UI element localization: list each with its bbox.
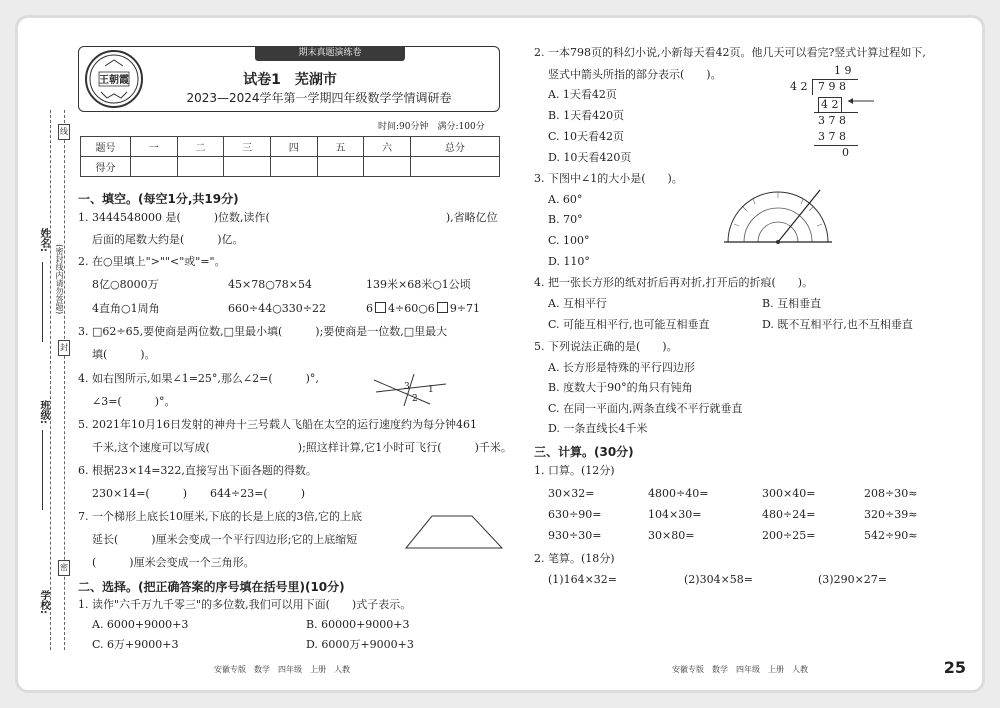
score-input-cell[interactable] [364, 157, 411, 177]
question-text: 5. 下列说法正确的是( )。 [534, 340, 678, 353]
oral-problem: 300×40= [762, 487, 816, 500]
angle-figure [370, 372, 450, 408]
table-cell: 六 [364, 137, 411, 157]
option-d[interactable]: D. 既不互相平行,也不互相垂直 [762, 318, 913, 331]
option-b[interactable]: B. 互相垂直 [762, 297, 822, 310]
score-table-header-row [81, 137, 500, 157]
protractor-figure [722, 188, 834, 250]
binding-note: (密封线内请勿答题) [55, 244, 64, 315]
score-table-score-row [81, 157, 500, 177]
division-step: 3 7 8 [818, 114, 846, 127]
subsection-title: 1. 口算。(12分) [534, 464, 615, 477]
division-bracket [812, 79, 813, 95]
compare-part: 4÷60○6 [388, 302, 435, 315]
score-input-cell[interactable] [270, 157, 317, 177]
written-problem: (2)304×58= [684, 573, 754, 586]
class-line [42, 430, 43, 510]
oral-problem: 542÷90≈ [864, 529, 918, 542]
logo-text: 王朝霞 [99, 75, 129, 86]
question-text: 5. 2021年10月16日发射的神舟十三号载人飞船在太空的运行速度约为每分钟461 [78, 418, 477, 431]
option-b[interactable]: B. 60000+9000+3 [306, 618, 410, 631]
table-cell: 题号 [81, 137, 131, 157]
score-input-cell[interactable] [131, 157, 178, 177]
question-text: 4. 把一张长方形的纸对折后再对折,打开后的折痕( )。 [534, 276, 814, 289]
oral-problem: 104×30= [648, 508, 702, 521]
division-dividend: 7 9 8 [818, 80, 846, 93]
option-d[interactable]: D. 一条直线长4千米 [548, 422, 648, 435]
score-input-cell[interactable] [177, 157, 224, 177]
question-text: 千米,这个速度可以写成( );照这样计算,它1小时可飞行( )千米。 [92, 441, 512, 454]
option-d[interactable]: D. 110° [548, 255, 590, 268]
option-c[interactable]: C. 10天看42页 [548, 130, 625, 143]
option-a[interactable]: A. 60° [548, 193, 583, 206]
blank-box[interactable] [437, 302, 448, 313]
option-c[interactable]: C. 可能互相平行,也可能互相垂直 [548, 318, 710, 331]
option-b[interactable]: B. 70° [548, 213, 583, 226]
written-problem: (1)164×32= [548, 573, 618, 586]
exam-title: 试卷1 芜湖市 [243, 72, 337, 88]
option-a[interactable]: A. 6000+9000+3 [92, 618, 189, 631]
question-text: 1. 3444548000 是( )位数,读作( ),省略亿位 [78, 211, 498, 224]
option-c[interactable]: C. 6万+9000+3 [92, 638, 179, 651]
score-input-cell[interactable] [317, 157, 364, 177]
arrow-left-icon [846, 96, 876, 106]
division-line [814, 112, 858, 113]
table-cell: 总分 [410, 137, 499, 157]
footer-right: 安徽专版 数学 四年级 上册 人教 [672, 665, 808, 674]
binding-line-outer [50, 110, 51, 650]
section-title-fill-in: 一、填空。(每空1分,共19分) [78, 192, 239, 206]
question-text: ∠3=( )°。 [92, 395, 176, 408]
oral-problem: 630÷90= [548, 508, 602, 521]
exam-subtitle: 2023—2024学年第一学期四年级数学学情调研卷 [186, 91, 452, 105]
oral-problem: 930÷30= [548, 529, 602, 542]
name-line [42, 262, 43, 342]
option-a[interactable]: A. 1天看42页 [548, 88, 617, 101]
angle-label: 3 [404, 382, 410, 392]
question-text: 2. 一本798页的科幻小说,小新每天看42页。他几天可以看完?竖式计算过程如下, [534, 46, 926, 59]
option-d[interactable]: D. 10天看420页 [548, 151, 632, 164]
option-c[interactable]: C. 在同一平面内,两条直线不平行就垂直 [548, 402, 743, 415]
school-label: 学校: [38, 590, 49, 614]
compare-item: 660÷44○330÷22 [228, 302, 327, 315]
option-c[interactable]: C. 100° [548, 234, 590, 247]
compare-item: 45×78○78×54 [228, 278, 313, 291]
page-number: 25 [943, 658, 966, 677]
oral-problem: 480÷24= [762, 508, 816, 521]
exam-time-info: 时间:90分钟 满分:100分 [378, 122, 485, 132]
question-text: 填( )。 [92, 348, 156, 361]
long-division [790, 64, 860, 160]
table-cell: 五 [317, 137, 364, 157]
option-a[interactable]: A. 互相平行 [548, 297, 607, 310]
written-problem: (3)290×27= [818, 573, 888, 586]
table-cell: 得分 [81, 157, 131, 177]
seal-mark: 密 [58, 560, 70, 576]
division-remainder: 0 [842, 146, 849, 159]
name-label: 姓名: [38, 228, 49, 252]
question-text: 延长( )厘米会变成一个平行四边形;它的上底缩短 [92, 533, 358, 546]
seal-mark: 线 [58, 124, 70, 140]
angle-label: 2 [412, 394, 418, 404]
compare-part: 9÷71 [449, 302, 481, 315]
division-step: 3 7 8 [818, 130, 846, 143]
score-table [80, 136, 500, 177]
compare-item: 8亿○8000万 [92, 278, 159, 291]
compare-item: 4直角○1周角 [92, 302, 160, 315]
question-text: 4. 如右图所示,如果∠1=25°,那么∠2=( )°, [78, 372, 319, 385]
section-title-calculation: 三、计算。(30分) [534, 445, 634, 459]
score-input-cell[interactable] [410, 157, 499, 177]
table-cell: 二 [177, 137, 224, 157]
question-text: 644÷23=( ) [210, 487, 306, 500]
compare-item [366, 302, 480, 316]
oral-problem: 208÷30≈ [864, 487, 918, 500]
question-text: 竖式中箭头所指的部分表示( )。 [548, 68, 722, 81]
division-line [814, 145, 858, 146]
trapezoid-figure [402, 510, 506, 552]
question-text: 230×14=( ) [92, 487, 188, 500]
footer-left: 安徽专版 数学 四年级 上册 人教 [214, 665, 350, 674]
seal-mark: 封 [58, 340, 70, 356]
header-banner: 期末真题演练卷 [255, 46, 405, 61]
oral-problem: 200÷25= [762, 529, 816, 542]
question-text: 3. 下图中∠1的大小是( )。 [534, 172, 683, 185]
division-quotient: 1 9 [834, 64, 852, 77]
section-title-choice: 二、选择。(把正确答案的序号填在括号里)(10分) [78, 580, 345, 594]
table-cell: 三 [224, 137, 271, 157]
question-text: 7. 一个梯形上底长10厘米,下底的长是上底的3倍,它的上底 [78, 510, 362, 523]
option-b[interactable]: B. 度数大于90°的角只有钝角 [548, 381, 693, 394]
question-text: 3. □62÷65,要使商是两位数,□里最小填( );要使商是一位数,□里最大 [78, 325, 448, 338]
division-divisor: 4 2 [790, 80, 808, 93]
class-label: 班级: [38, 400, 49, 424]
table-cell: 四 [270, 137, 317, 157]
oral-problem: 30×80= [648, 529, 695, 542]
question-text: 1. 读作"六千万九千零三"的多位数,我们可以用下面( )式子表示。 [78, 598, 412, 611]
blank-box[interactable] [375, 302, 386, 313]
division-highlight: 4 2 [818, 97, 842, 113]
compare-item: 139米×68米○1公顷 [366, 278, 471, 291]
oral-problem: 30×32= [548, 487, 595, 500]
option-b[interactable]: B. 1天看420页 [548, 109, 625, 122]
subsection-title: 2. 笔算。(18分) [534, 552, 615, 565]
question-text: 后面的尾数大约是( )亿。 [92, 233, 244, 246]
oral-problem: 320÷39≈ [864, 508, 918, 521]
option-d[interactable]: D. 6000万+9000+3 [306, 638, 414, 651]
score-input-cell[interactable] [224, 157, 271, 177]
exam-header [78, 46, 500, 112]
option-a[interactable]: A. 长方形是特殊的平行四边形 [548, 361, 695, 374]
oral-problem: 4800÷40= [648, 487, 709, 500]
question-text: 6. 根据23×14=322,直接写出下面各题的得数。 [78, 464, 317, 477]
table-cell: 一 [131, 137, 178, 157]
question-text: ( )厘米会变成一个三角形。 [92, 556, 255, 569]
compare-part: 6 [366, 302, 373, 315]
angle-label: 1 [428, 385, 434, 395]
question-text: 2. 在○里填上">""<"或"="。 [78, 255, 226, 268]
